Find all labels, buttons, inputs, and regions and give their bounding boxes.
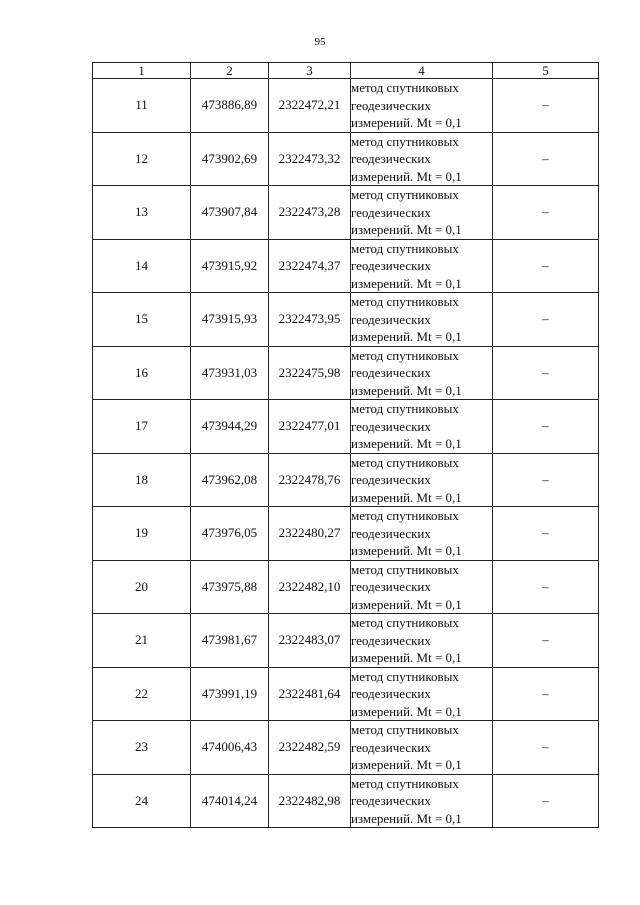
point-number-cell: 16	[93, 346, 191, 400]
y-coordinate-cell: 2322473,95	[269, 293, 351, 347]
method-line: геодезических	[351, 204, 431, 220]
note-cell: –	[493, 186, 599, 240]
note-cell: –	[493, 507, 599, 561]
point-number-cell: 23	[93, 721, 191, 775]
point-number-cell: 19	[93, 507, 191, 561]
x-coordinate-cell: 473915,92	[191, 239, 269, 293]
point-number-cell: 17	[93, 400, 191, 454]
note-cell: –	[493, 721, 599, 775]
table-row	[93, 79, 599, 133]
point-number-cell: 14	[93, 239, 191, 293]
point-number-cell: 18	[93, 453, 191, 507]
method-line: измерений. Mt = 0,1	[351, 115, 462, 130]
method-line: геодезических	[351, 525, 431, 541]
method-line: геодезических	[351, 793, 431, 808]
note-cell: –	[493, 239, 599, 293]
method-line: измерений. Mt = 0,1	[351, 222, 462, 237]
note-cell: –	[493, 614, 599, 668]
x-coordinate-cell: 473902,69	[191, 132, 269, 186]
method-line: измерений. Mt = 0,1	[351, 650, 462, 665]
x-coordinate-cell: 473915,93	[191, 293, 269, 347]
method-line: измерений. Mt = 0,1	[351, 275, 462, 291]
note-cell: –	[493, 453, 599, 507]
method-line: метод спутниковых	[351, 615, 459, 630]
method-line: геодезических	[351, 97, 431, 113]
header-cell-1: 1	[93, 63, 191, 79]
method-line: метод спутниковых	[351, 133, 459, 149]
x-coordinate-cell: 473976,05	[191, 507, 269, 561]
method-line: геодезических	[351, 739, 431, 755]
y-coordinate-cell: 2322474,37	[269, 239, 351, 293]
method-line: метод спутниковых	[351, 187, 459, 202]
table-body	[93, 79, 599, 828]
table-row	[93, 614, 599, 668]
note-cell: –	[493, 293, 599, 347]
method-line: измерений. Mt = 0,1	[351, 596, 462, 612]
method-line: метод спутниковых	[351, 240, 459, 256]
x-coordinate-cell: 473931,03	[191, 346, 269, 400]
header-cell-5: 5	[493, 63, 599, 79]
x-coordinate-cell: 473907,84	[191, 186, 269, 240]
method-cell	[351, 774, 493, 828]
y-coordinate-cell: 2322477,01	[269, 400, 351, 454]
method-line: измерений. Mt = 0,1	[351, 489, 462, 505]
header-cell-2: 2	[191, 63, 269, 79]
method-cell	[351, 667, 493, 721]
table-row	[93, 453, 599, 507]
method-line: геодезических	[351, 579, 431, 594]
y-coordinate-cell: 2322475,98	[269, 346, 351, 400]
x-coordinate-cell: 473886,89	[191, 79, 269, 133]
method-cell	[351, 560, 493, 614]
x-coordinate-cell: 474006,43	[191, 721, 269, 775]
note-cell: –	[493, 774, 599, 828]
header-row	[93, 63, 599, 79]
method-line: геодезических	[351, 418, 431, 434]
method-cell	[351, 293, 493, 347]
y-coordinate-cell: 2322472,21	[269, 79, 351, 133]
point-number-cell: 15	[93, 293, 191, 347]
table-row	[93, 667, 599, 721]
method-line: метод спутниковых	[351, 294, 459, 309]
point-number-cell: 11	[93, 79, 191, 133]
method-line: геодезических	[351, 151, 431, 166]
coordinates-table	[92, 62, 599, 828]
y-coordinate-cell: 2322483,07	[269, 614, 351, 668]
table-row	[93, 293, 599, 347]
page-number: 95	[314, 36, 326, 48]
y-coordinate-cell: 2322482,59	[269, 721, 351, 775]
method-line: метод спутниковых	[351, 561, 459, 577]
point-number-cell: 24	[93, 774, 191, 828]
method-line: измерений. Mt = 0,1	[351, 436, 462, 451]
x-coordinate-cell: 473981,67	[191, 614, 269, 668]
method-line: метод спутниковых	[351, 508, 459, 523]
table-row	[93, 560, 599, 614]
point-number-cell: 20	[93, 560, 191, 614]
method-line: геодезических	[351, 258, 431, 273]
x-coordinate-cell: 473944,29	[191, 400, 269, 454]
table-row	[93, 721, 599, 775]
method-cell	[351, 453, 493, 507]
method-line: измерений. Mt = 0,1	[351, 168, 462, 184]
method-line: метод спутниковых	[351, 401, 459, 416]
y-coordinate-cell: 2322473,32	[269, 132, 351, 186]
method-line: измерений. Mt = 0,1	[351, 757, 462, 772]
method-line: метод спутниковых	[351, 775, 459, 791]
point-number-cell: 21	[93, 614, 191, 668]
method-line: измерений. Mt = 0,1	[351, 329, 462, 344]
method-line: метод спутниковых	[351, 668, 459, 684]
note-cell: –	[493, 400, 599, 454]
method-line: метод спутниковых	[351, 347, 459, 363]
method-line: геодезических	[351, 686, 431, 701]
note-cell: –	[493, 667, 599, 721]
y-coordinate-cell: 2322482,98	[269, 774, 351, 828]
table-row	[93, 186, 599, 240]
method-cell	[351, 721, 493, 775]
x-coordinate-cell: 474014,24	[191, 774, 269, 828]
method-cell	[351, 346, 493, 400]
note-cell: –	[493, 346, 599, 400]
header-cell-4: 4	[351, 63, 493, 79]
y-coordinate-cell: 2322473,28	[269, 186, 351, 240]
method-cell	[351, 79, 493, 133]
note-cell: –	[493, 79, 599, 133]
method-line: метод спутниковых	[351, 454, 459, 470]
x-coordinate-cell: 473991,19	[191, 667, 269, 721]
note-cell: –	[493, 560, 599, 614]
method-line: измерений. Mt = 0,1	[351, 543, 462, 558]
method-cell	[351, 507, 493, 561]
point-number-cell: 13	[93, 186, 191, 240]
method-line: геодезических	[351, 632, 431, 648]
method-line: измерений. Mt = 0,1	[351, 810, 462, 826]
method-cell	[351, 186, 493, 240]
table-row	[93, 774, 599, 828]
method-cell	[351, 132, 493, 186]
y-coordinate-cell: 2322481,64	[269, 667, 351, 721]
method-cell	[351, 239, 493, 293]
y-coordinate-cell: 2322482,10	[269, 560, 351, 614]
method-line: метод спутниковых	[351, 722, 459, 737]
table-row	[93, 346, 599, 400]
point-number-cell: 12	[93, 132, 191, 186]
point-number-cell: 22	[93, 667, 191, 721]
table-row	[93, 507, 599, 561]
method-cell	[351, 614, 493, 668]
table-row	[93, 239, 599, 293]
method-line: геодезических	[351, 311, 431, 327]
method-line: метод спутниковых	[351, 80, 459, 95]
method-line: измерений. Mt = 0,1	[351, 382, 462, 398]
header-cell-3: 3	[269, 63, 351, 79]
x-coordinate-cell: 473975,88	[191, 560, 269, 614]
method-line: геодезических	[351, 472, 431, 487]
method-line: измерений. Mt = 0,1	[351, 703, 462, 719]
table-row	[93, 400, 599, 454]
table-row	[93, 132, 599, 186]
y-coordinate-cell: 2322478,76	[269, 453, 351, 507]
note-cell: –	[493, 132, 599, 186]
method-cell	[351, 400, 493, 454]
y-coordinate-cell: 2322480,27	[269, 507, 351, 561]
x-coordinate-cell: 473962,08	[191, 453, 269, 507]
method-line: геодезических	[351, 365, 431, 380]
